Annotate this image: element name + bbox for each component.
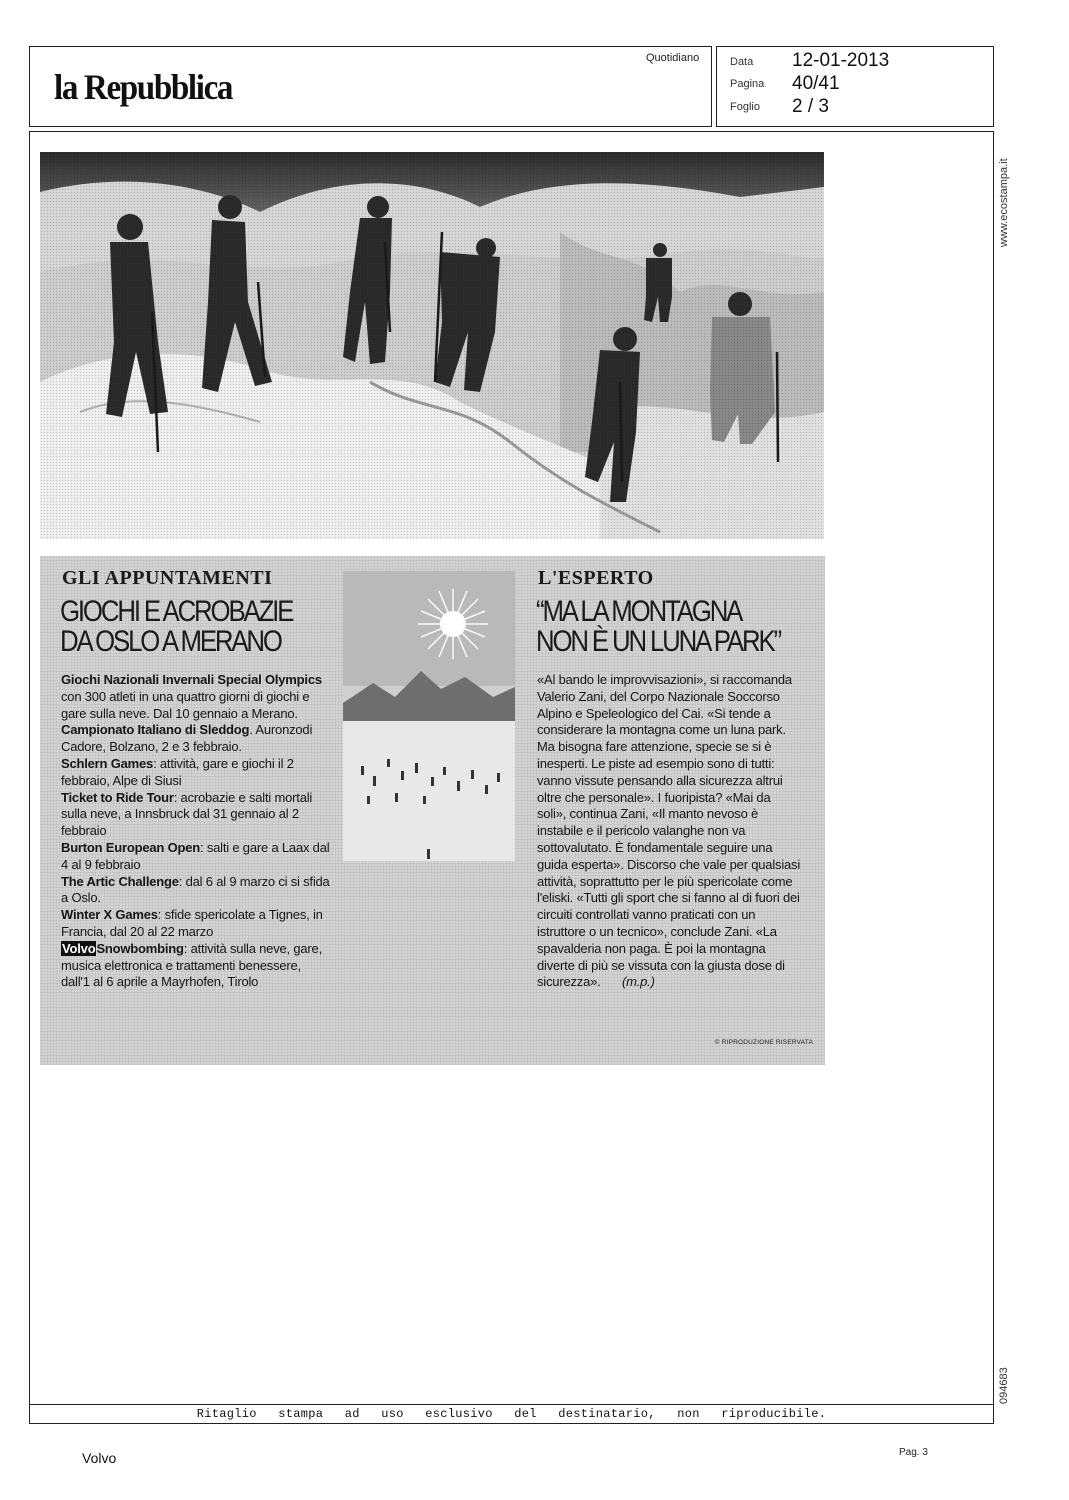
publication-type: Quotidiano (646, 52, 700, 64)
meta-sheet-label: Foglio (730, 101, 760, 113)
right-headline-line1: “MA LA MONTAGNA (536, 595, 742, 628)
copyright-note: © RIPRODUZIONE RISERVATA (714, 1039, 813, 1046)
left-headline-line1: GIOCHI E ACROBAZIE (60, 595, 293, 628)
event-item: Giochi Nazionali Invernali Special Olympics con 300 atleti in una quattro giorni di giochi e gare sulla neve. Dal 10 gennaio a Merano. (61, 672, 322, 721)
events-list (61, 672, 331, 991)
website-vertical: www.ecostampa.it (998, 158, 1010, 247)
left-kicker: GLI APPUNTAMENTI (62, 567, 273, 589)
article-box (40, 556, 825, 1065)
ski-slope-inset-photo (343, 571, 515, 861)
masthead-logo: la Repubblica (54, 67, 233, 107)
event-item: Campionato Italiano di Sleddog. Auronzodi Cadore, Bolzano, 2 e 3 febbraio. (61, 722, 313, 755)
expert-body: «Al bando le improvvisazioni», si raccomanda Valerio Zani, del Corpo Nazionale Soccorso Alpino e Speleologico del Cai. «Si tende a considerare la montagna come un luna park. Ma bisogna fare attenzione, specie se si è inesperti. Le piste ad esempio sono di tutti: vanno vissute pensando alla sicurezza altrui oltre che personale». I fuoripista? «Mai da soli», continua Zani, «Il manto nevoso è instabile e il pericolo valanghe non va sottovalutato. È fondamentale seguire una guida esperta». Discorso che vale per qualsiasi attività, soprattutto per le più spericolate come l'eliski. «Tutti gli sport che si fanno al di fuori dei circuiti controllati vanno praticati con un istruttore o un tecnico», conclude Zani. «La spavalderia non paga. È poi la montagna diverte di più se vissuta con la giusta dose di sicurezza». (m.p.) (537, 672, 801, 990)
meta-sheet-value: 2 / 3 (792, 96, 829, 117)
brand-highlight: Volvo (62, 940, 96, 956)
event-item: VolvoSnowbombing: attività sulla neve, gare, musica elettronica e trattamenti benessere, dall'1 al 6 aprile a Mayrhofen, Tirolo (61, 940, 322, 990)
event-item: Burton European Open: salti e gare a Laax dal 4 al 9 febbraio (61, 839, 330, 872)
archive-code-vertical: 094683 (998, 1367, 1010, 1404)
right-headline-line2: NON È UN LUNA PARK” (536, 625, 780, 658)
clipping-notice: Ritaglio stampa ad uso esclusivo del destinatario, non riproducibile. (196, 1407, 827, 1421)
event-item: The Artic Challenge: dal 6 al 9 marzo ci si sfida a Oslo. (61, 873, 330, 906)
footer-rule (29, 1404, 994, 1405)
event-item: Ticket to Ride Tour: acrobazie e salti mortali sulla neve, a Innsbruck dal 31 gennaio al 2 febbraio (61, 789, 313, 839)
meta-date-label: Data (730, 56, 754, 68)
footer-brand-label: Volvo (82, 1450, 117, 1466)
event-item: Schlern Games: attività, gare e giochi il 2 febbraio, Alpe di Siusi (61, 755, 294, 788)
left-headline-line2: DA OSLO A MERANO (60, 625, 281, 658)
meta-date-value: 12-01-2013 (792, 50, 890, 71)
meta-page-label: Pagina (730, 78, 765, 90)
author-signature: (m.p.) (621, 974, 655, 990)
event-item: Winter X Games: sfide spericolate a Tignes, in Francia, dal 20 al 22 marzo (61, 907, 323, 939)
glacier-climbers-photo (40, 152, 824, 539)
meta-page-value: 40/41 (792, 73, 840, 94)
right-kicker: L'ESPERTO (538, 567, 654, 589)
page-number: Pag. 3 (899, 1447, 928, 1458)
